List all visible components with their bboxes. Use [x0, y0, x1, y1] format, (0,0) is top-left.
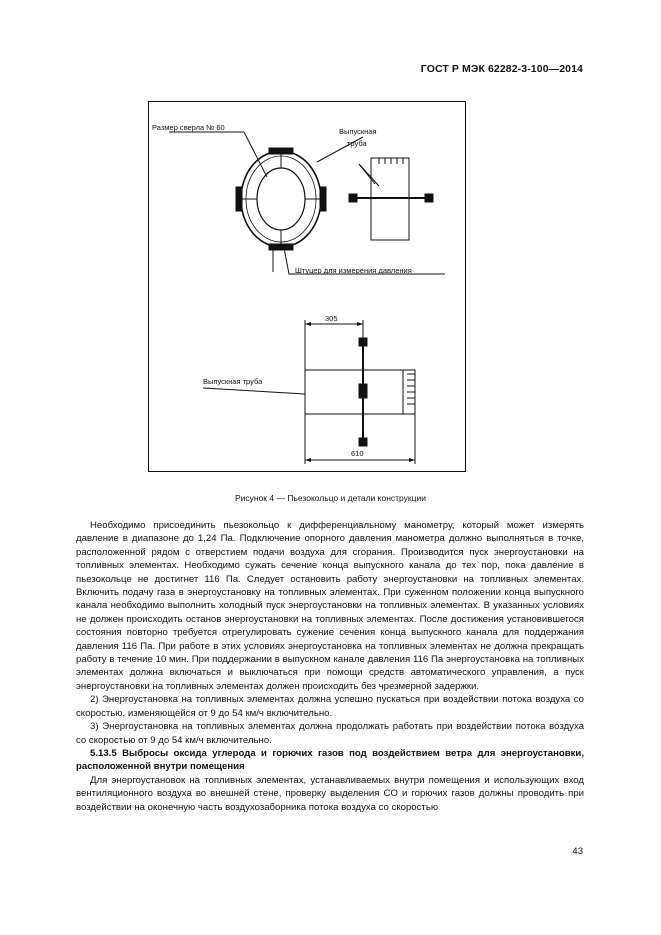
dimension-305: 305	[325, 314, 338, 323]
paragraph-4: Для энергоустановок на топливных элементах, устанавливаемых внутри помещения и использующих вход вентиляционного воздуха во внешней стене, проверку выделения CO и горючих газов должны проводить при воздействии на оконечную часть воздухозаборника потока воздуха со скоростью	[76, 774, 584, 813]
paragraph-1: Необходимо присоединить пьезокольцо к дифференциальному манометру, который может измерять давление в диапазоне до 1,24 Па. Подключение опорного давления манометра должно выполняться в точке, расположенной рядом с отверстием подачи воздуха для сгорания. Производится пуск энергоустановки на топливных элементах. Необходимо сужать сечение конца выпускного канала до тех пор, пока давление в пьезокольце не достигнет 116 Па. Следует остановить работу энергоустановки на топливных элементах. Включить подачу газа в энергоустановку на топливных элементах. При суженном положении конца выпускного канала необходимо выполнить холодный пуск энергоустановки на топливных элементах. В указанных условиях не должен происходить останов энергоустановки на топливных элементах. После достижения установившегося состояния повторно требуется отрегулировать сужение сечения конца выпускного канала для поддержания давления 116 Па. При работе в этих условиях энергоустановка на топливных элементах не должна прекращать работу в течение 10 мин. При поддержании в выпускном канале давления 116 Па энергоустановка на топливных элементах должна включаться и выключаться при помощи средств автоматического управления, а пуск энергоустановки на топливных элементах должен происходить без чрезмерной задержки.	[76, 520, 584, 692]
dimension-610: 610	[351, 449, 364, 458]
figure-drawing	[149, 102, 467, 473]
paragraph-3: 3) Энергоустановка на топливных элементах должна продолжать работать при воздействии потока воздуха со скоростью от 9 до 54 км/ч включительно.	[76, 721, 584, 746]
pipe-label-bottom: Выпускная труба	[203, 377, 263, 386]
pipe-label-top-line1: Выпускная	[339, 127, 377, 136]
paragraph-2: 2) Энергоустановка на топливных элементах должна успешно пускаться при воздействии потока воздуха со скоростью, изменяющейся от 9 до 54 км/ч включительно.	[76, 694, 584, 719]
section-heading: 5.13.5 Выбросы оксида углерода и горючих газов под воздействием ветра для энергоустановки, расположенной внутри помещения	[76, 747, 584, 773]
page-number: 43	[572, 846, 583, 857]
figure-caption: Рисунок 4 — Пьезокольцо и детали конструкции	[234, 493, 427, 503]
pipe-label-top-line2: труба	[347, 139, 367, 148]
document-header: ГОСТ Р МЭК 62282-3-100—2014	[420, 63, 583, 75]
body-text	[76, 519, 584, 814]
figure-4	[148, 101, 466, 472]
drill-size-label: Размер сверла № 60	[152, 123, 225, 132]
pressure-fitting-label: Штуцер для измерения давления	[295, 266, 412, 275]
